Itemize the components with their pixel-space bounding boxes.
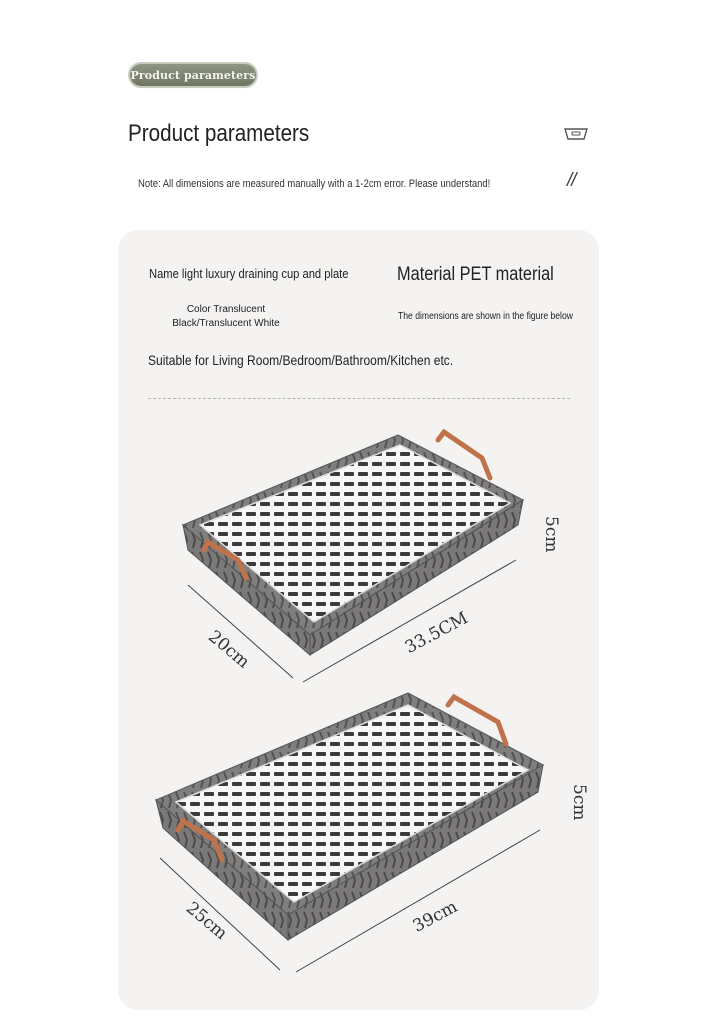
spec-dimensions-note: The dimensions are shown in the figure below xyxy=(398,311,573,322)
tray-large-width: 25cm xyxy=(181,898,232,944)
tray-large xyxy=(156,693,589,972)
tray-small-width: 20cm xyxy=(204,626,254,673)
tray-small xyxy=(183,432,561,682)
tray-small-height: 5cm xyxy=(541,516,561,553)
section-badge: Product parameters xyxy=(130,64,256,86)
divider xyxy=(148,398,570,399)
spec-material: Material PET material xyxy=(397,264,554,285)
decorative-slashes: // xyxy=(567,170,576,191)
spec-name: Name light luxury draining cup and plate xyxy=(149,266,349,281)
tray-large-length: 39cm xyxy=(409,896,461,937)
page-title: Product parameters xyxy=(128,120,310,147)
spec-suitable: Suitable for Living Room/Bedroom/Bathroom/Kitchen etc. xyxy=(148,352,454,368)
spec-color: Color Translucent Black/Translucent White xyxy=(172,304,280,329)
tray-illustration xyxy=(118,410,599,1000)
tray-small-length: 33.5CM xyxy=(401,608,472,658)
measurement-note: Note: All dimensions are measured manually with a 1-2cm error. Please understand! xyxy=(138,178,491,190)
tray-large-height: 5cm xyxy=(569,784,589,821)
tray-outline-icon xyxy=(563,127,589,141)
